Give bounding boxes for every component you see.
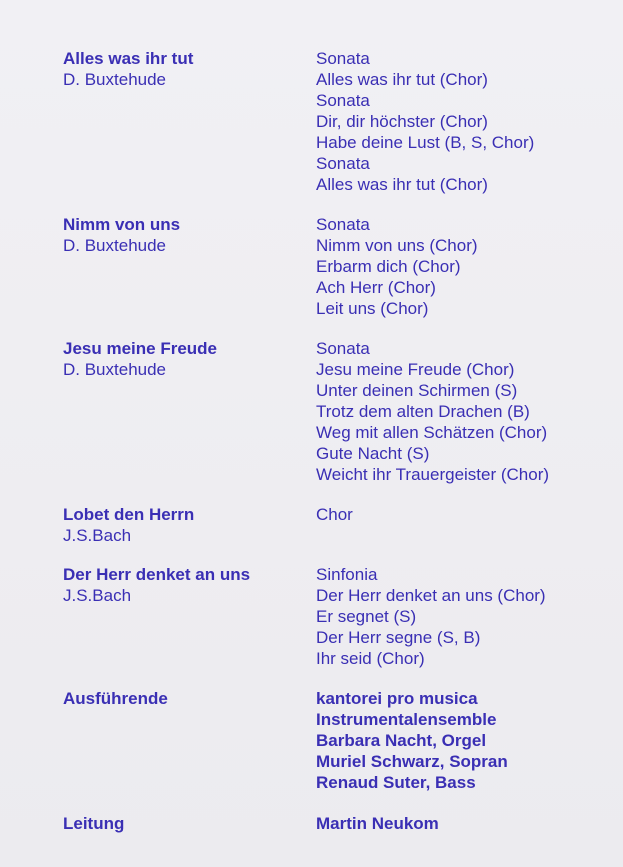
- movement: Weg mit allen Schätzen (Chor): [316, 423, 548, 442]
- movement: Unter deinen Schirmen (S): [316, 381, 518, 400]
- director-name: Martin Neukom: [316, 814, 439, 833]
- composer: J.S.Bach: [63, 526, 132, 545]
- movement: Trotz dem alten Drachen (B): [316, 402, 530, 421]
- composer: D. Buxtehude: [63, 360, 167, 379]
- director-label-column: [63, 813, 308, 834]
- performer: Barbara Nacht, Orgel: [316, 731, 487, 750]
- movement: Ach Herr (Chor): [316, 278, 436, 297]
- movement: Sonata: [316, 339, 370, 358]
- movement: Dir, dir höchster (Chor): [316, 112, 488, 131]
- movement: Sonata: [316, 91, 370, 110]
- movement: Sonata: [316, 215, 370, 234]
- work-title: Nimm von uns: [63, 215, 181, 234]
- movement: Alles was ihr tut (Chor): [316, 70, 488, 89]
- work-info: [63, 504, 308, 546]
- composer: D. Buxtehude: [63, 70, 167, 89]
- work-info: [63, 214, 308, 256]
- movement: Sonata: [316, 154, 370, 173]
- movement: Leit uns (Chor): [316, 299, 429, 318]
- work-title: Jesu meine Freude: [63, 339, 218, 358]
- composer: J.S.Bach: [63, 586, 132, 605]
- performer: Instrumentalensemble: [316, 710, 497, 729]
- movement: Weicht ihr Trauergeister (Chor): [316, 465, 550, 484]
- movement-list: [316, 564, 616, 669]
- work-title: Der Herr denket an uns: [63, 565, 251, 584]
- movement-list: [316, 214, 616, 319]
- composer: D. Buxtehude: [63, 236, 167, 255]
- movement: Jesu meine Freude (Chor): [316, 360, 515, 379]
- movement-list: [316, 504, 616, 525]
- movement: Er segnet (S): [316, 607, 417, 626]
- movement: Ihr seid (Chor): [316, 649, 425, 668]
- movement: Alles was ihr tut (Chor): [316, 175, 488, 194]
- movement: Chor: [316, 505, 353, 524]
- director-column: [316, 813, 616, 834]
- performers-label: Ausführende: [63, 689, 168, 708]
- performers-label-column: [63, 688, 308, 709]
- movement: Der Herr denket an uns (Chor): [316, 586, 546, 605]
- performer: Renaud Suter, Bass: [316, 773, 476, 792]
- work-title: Alles was ihr tut: [63, 49, 194, 68]
- movement-list: [316, 338, 616, 485]
- movement: Gute Nacht (S): [316, 444, 430, 463]
- movement: Habe deine Lust (B, S, Chor): [316, 133, 535, 152]
- performer: Muriel Schwarz, Sopran: [316, 752, 508, 771]
- work-info: [63, 48, 308, 90]
- work-title: Lobet den Herrn: [63, 505, 195, 524]
- performer: kantorei pro musica: [316, 689, 478, 708]
- movement: Erbarm dich (Chor): [316, 257, 461, 276]
- movement: Nimm von uns (Chor): [316, 236, 478, 255]
- work-info: [63, 338, 308, 380]
- movement: Sonata: [316, 49, 370, 68]
- director-label: Leitung: [63, 814, 125, 833]
- movement-list: [316, 48, 616, 195]
- movement: Der Herr segne (S, B): [316, 628, 481, 647]
- work-info: [63, 564, 308, 606]
- movement: Sinfonia: [316, 565, 378, 584]
- performers-list: [316, 688, 616, 793]
